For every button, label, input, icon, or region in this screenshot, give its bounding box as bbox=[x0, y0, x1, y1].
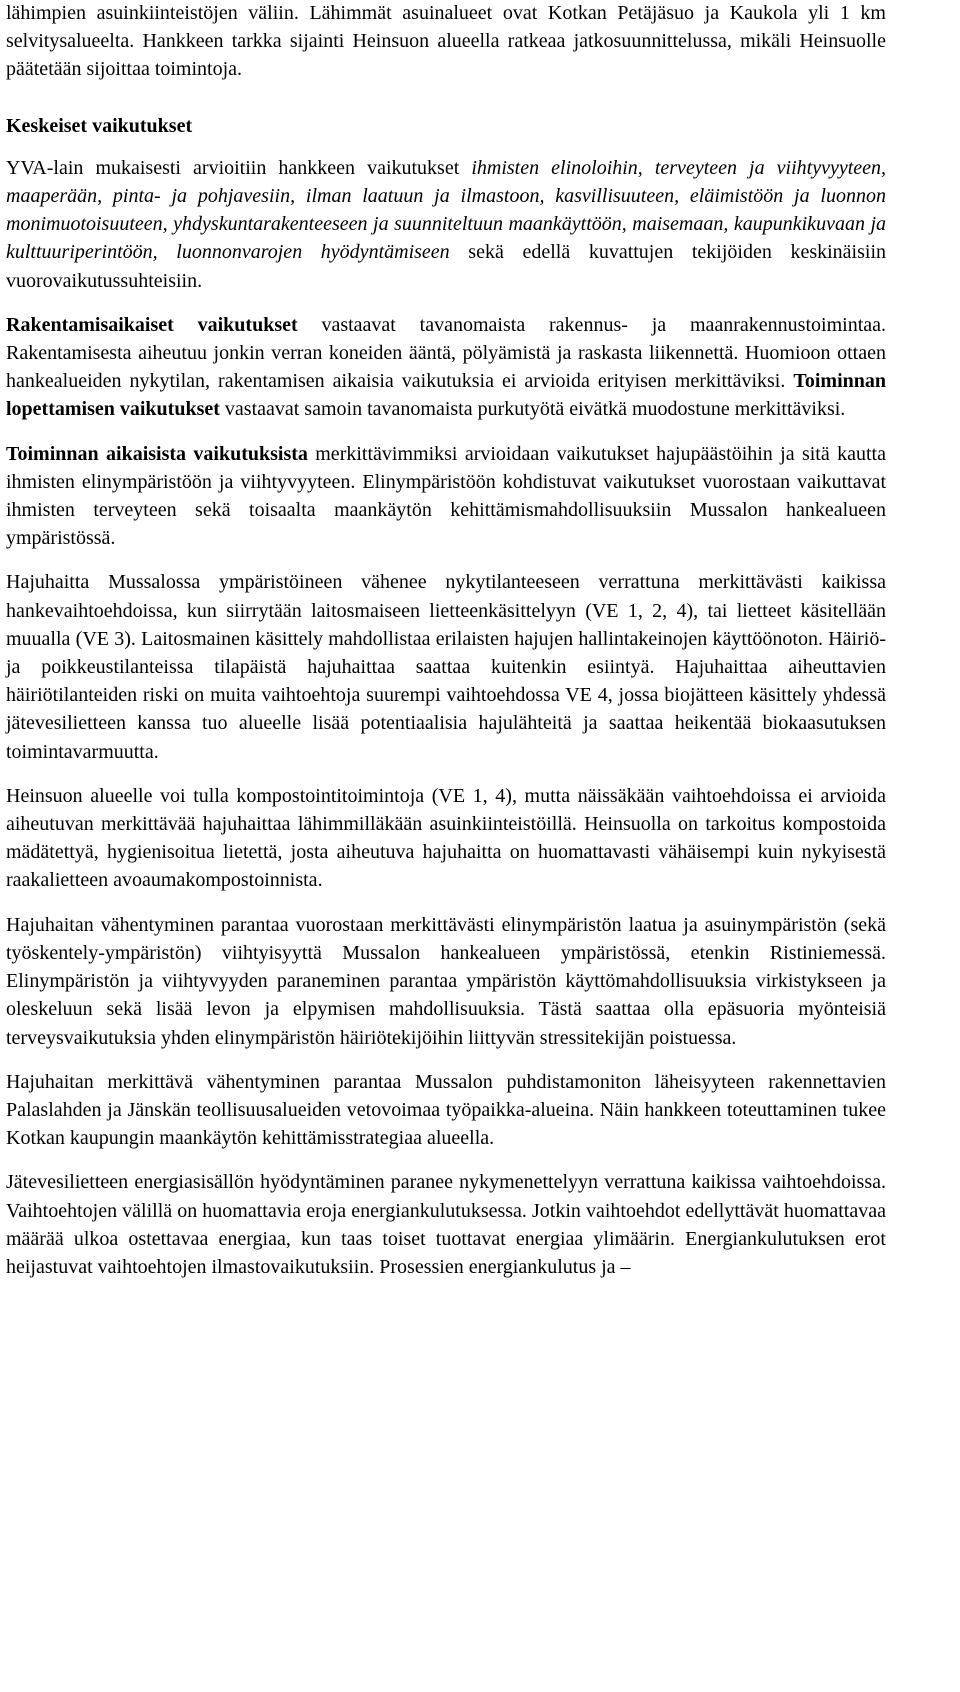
paragraph-operational-impacts bbox=[6, 440, 886, 553]
p2-text-b: vastaavat tavanomaista rakennus- ja maanrakennustoimintaa. Rakentamisesta aiheutuu jonkin verran koneiden ääntä, pölyämistä ja raskasta liikennettä. Huomioon ottaen hankealueiden nykytilan, rakentamisen aikaisia vaikutuksia ei arvioida erityisen merkittäviksi. bbox=[6, 313, 886, 393]
paragraph-heinsuo: Heinsuon alueelle voi tulla kompostointitoimintoja (VE 1, 4), mutta näissäkään vaihtoehdoissa ei arvioida aiheutuvan merkittävää hajuhaittaa lähimmilläkään asuinkiinteistöillä. Heinsuolla on tarkoitus kompostoida mädätettyä, hygienisoitua lietettä, josta aiheutuva hajuhaitta on huomattavasti vähäisempi kuin nykyisestä raakalietteen avoaumakompostoinnista. bbox=[6, 784, 886, 892]
document-page bbox=[6, 0, 886, 1297]
p2-text-d: vastaavat samoin tavanomaista purkutyötä eivätkä muodostune merkittäviksi. bbox=[219, 398, 846, 421]
p3-text-b: merkittävimmiksi arvioidaan vaikutukset hajupäästöihin ja sitä kautta ihmisten elinympäristöön ja viihtyvyyteen. Elinympäristöön kohdistuvat vaikutukset vuorostaan vaikuttavat ihmisten terveyteen sekä toisaalta maankäytön kehittämismahdollisuuksiin Mussalon hankealueen ympäristössä. bbox=[6, 442, 886, 550]
p1-italic-impacts: ihmisten elinoloihin, terveyteen ja viihtyvyyteen, maaperään, pinta- ja pohjavesiin, ilman laatuun ja ilmastoon, kasvillisuuteen, eläimistöön ja luonnon monimuotoisuuteen, yhdyskuntarakenteeseen ja suunniteltuun maankäyttöön, maisemaan, kaupunkikuvaan ja kulttuuriperintöön, luonnonvarojen hyödyntämiseen bbox=[6, 156, 887, 264]
intro-paragraph: lähimpien asuinkiinteistöjen väliin. Lähimmät asuinalueet ovat Kotkan Petäjäsuo ja Kaukola yli 1 km selvitysalueelta. Hankkeen tarkka sijainti Heinsuon alueella ratkeaa jatkosuunnittelussa, mikäli Heinsuolle päätetään sijoittaa toimintoja. bbox=[6, 2, 886, 81]
p2-bold-construction: Rakentamisaikaiset vaikutukset bbox=[6, 313, 298, 336]
paragraph-construction-impacts bbox=[6, 311, 886, 424]
section-heading: Keskeiset vaikutukset bbox=[6, 114, 193, 137]
p2-bold-decommissioning: Toiminnan lopettamisen vaikutukset bbox=[6, 370, 886, 421]
paragraph-energy: Jätevesilietteen energiasisällön hyödyntäminen paranee nykymenettelyyn verrattuna kaikissa vaihtoehdoissa. Vaihtoehtojen välillä on huomattavia eroja energiankulutuksessa. Jotkin vaihtoehdot edellyttävät huomattavaa määrää ulkoa ostettavaa energiaa, kun taas toiset tuottavat energiaa ylimäärin. Energiankulutuksen erot heijastuvat vaihtoehtojen ilmastovaikutuksiin. Prosessien energiankulutus ja – bbox=[6, 1171, 886, 1278]
paragraph-odour-mussalo: Hajuhaitta Mussalossa ympäristöineen vähenee nykytilanteeseen verrattuna merkittävästi kaikissa hankevaihtoehdoissa, kun siirrytään laitosmaiseen lietteenkäsittelyyn (VE 1, 2, 4), tai lietteet käsitellään muualla (VE 3). Laitosmainen käsittely mahdollistaa erilaisten hajujen hallintakeinojen käyttöönoton. Häiriö- ja poikkeustilanteissa tilapäistä hajuhaittaa saattaa kuitenkin esiintyä. Hajuhaittaa aiheuttavien häiriötilanteiden riski on muita vaihtoehtoja suurempi vaihtoehdossa VE 4, jossa biojätteen käsittely yhdessä jätevesilietteen kanssa tuo alueelle lisää potentiaalisia hajulähteitä ja saattaa heikentää biokaasutuksen toimintavarmuutta. bbox=[6, 571, 886, 763]
paragraph-odour-reduction: Hajuhaitan vähentyminen parantaa vuorostaan merkittävästi elinympäristön laatua ja asuinympäristön (sekä työskentely-ympäristön) viihtyisyyttä Mussalon hankealueen ympäristössä, etenkin Ristiniemessä. Elinympäristön ja viihtyvyyden paraneminen parantaa ympäristön käyttömahdollisuuksia virkistykseen ja oleskeluun sekä lisää levon ja elpymisen mahdollisuuksia. Tästä saattaa olla epäsuoria myönteisiä terveysvaikutuksia yhden elinympäristön häiriötekijöihin liittyvän stressitekijän poistuessa. bbox=[6, 913, 886, 1049]
p3-bold-operational: Toiminnan aikaisista vaikutuksista bbox=[6, 442, 308, 465]
paragraph-industrial-areas: Hajuhaitan merkittävä vähentyminen parantaa Mussalon puhdistamoniton läheisyyteen rakennettavien Palaslahden ja Jänskän teollisuusalueiden vetovoimaa työpaikka-alueina. Näin hankkeen toteuttaminen tukee Kotkan kaupungin maankäytön kehittämisstrategiaa alueella. bbox=[6, 1070, 886, 1150]
paragraph-assessed-impacts bbox=[6, 154, 886, 295]
p1-text-c: sekä edellä kuvattujen tekijöiden keskinäisiin vuorovaikutussuhteisiin. bbox=[6, 241, 887, 292]
p1-text-a: YVA-lain mukaisesti arvioitiin hankkeen vaikutukset bbox=[6, 156, 472, 179]
